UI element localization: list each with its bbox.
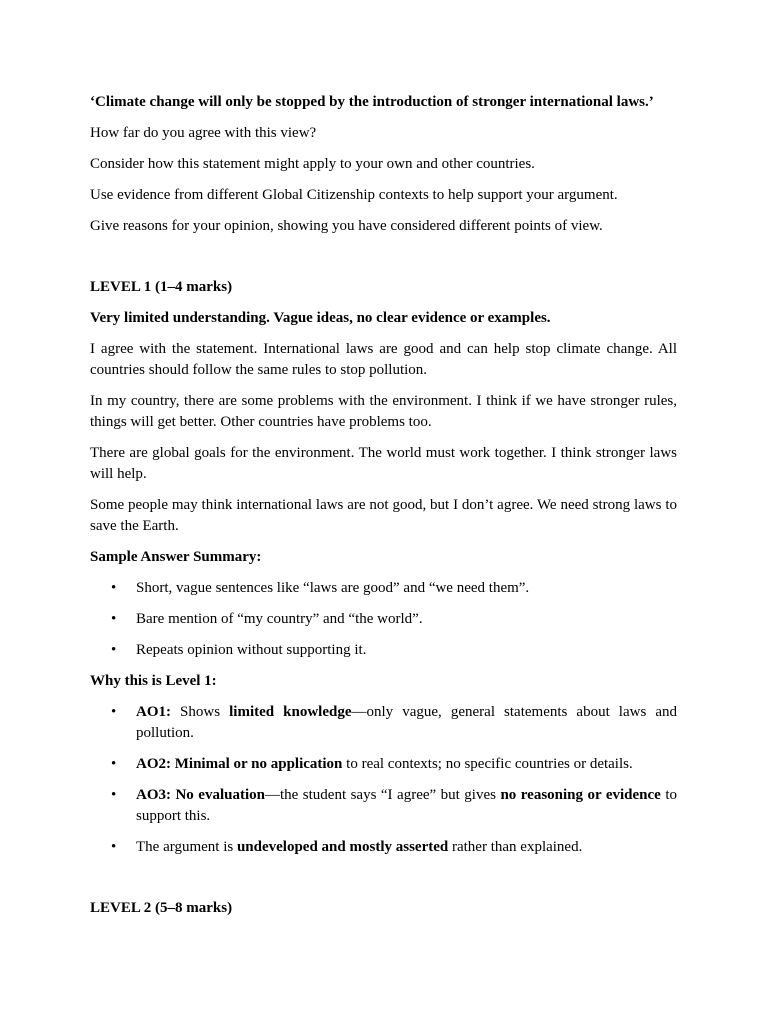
answer-paragraph: I agree with the statement. International laws are good and can help stop climate change. All countries should follow the same rules to stop pollution. [90, 341, 677, 378]
question-line: How far do you agree with this view? [90, 125, 317, 141]
bullet-icon: • [111, 580, 117, 596]
bullet-icon: • [111, 839, 117, 855]
summary-item: • Bare mention of “my country” and “the world”. [90, 609, 677, 630]
answer-paragraph: Some people may think international laws are not good, but I don’t agree. We need strong laws to save the Earth. [90, 497, 677, 534]
why-heading: Why this is Level 1: [90, 673, 217, 689]
bullet-icon: • [111, 642, 117, 658]
question-line: Use evidence from different Global Citizenship contexts to help support your argument. [90, 187, 618, 203]
question-line: Consider how this statement might apply to your own and other countries. [90, 156, 535, 172]
question-title: ‘Climate change will only be stopped by the introduction of stronger international laws.’ [90, 94, 654, 110]
level-1-heading: LEVEL 1 (1–4 marks) [90, 279, 233, 295]
why-item-ao1: • AO1: Shows limited knowledge—only vague, general statements about laws and pollution. [111, 704, 677, 741]
document-body [90, 92, 677, 929]
summary-list [90, 578, 677, 661]
bullet-icon: • [111, 756, 117, 772]
bullet-icon: • [111, 787, 117, 803]
why-item-ao2: • AO2: Minimal or no application to real contexts; no specific countries or details. [90, 754, 677, 775]
answer-paragraph: There are global goals for the environment. The world must work together. I think stronger laws will help. [90, 445, 677, 482]
answer-paragraph: In my country, there are some problems with the environment. I think if we have stronger rules, things will get better. Other countries have problems too. [90, 393, 677, 430]
summary-item: • Repeats opinion without supporting it. [90, 640, 677, 661]
why-list [90, 702, 677, 858]
bullet-icon: • [111, 704, 117, 720]
summary-item: • Short, vague sentences like “laws are good” and “we need them”. [90, 578, 677, 599]
why-item-ao3: • AO3: No evaluation—the student says “I agree” but gives no reasoning or evidence to support this. [111, 787, 678, 824]
why-item-argument: • The argument is undeveloped and mostly asserted rather than explained. [90, 837, 677, 858]
level-2-heading: LEVEL 2 (5–8 marks) [90, 900, 233, 916]
bullet-icon: • [111, 611, 117, 627]
level-1-descriptor: Very limited understanding. Vague ideas, no clear evidence or examples. [90, 310, 551, 326]
question-line: Give reasons for your opinion, showing you have considered different points of view. [90, 218, 603, 234]
summary-heading: Sample Answer Summary: [90, 549, 262, 565]
